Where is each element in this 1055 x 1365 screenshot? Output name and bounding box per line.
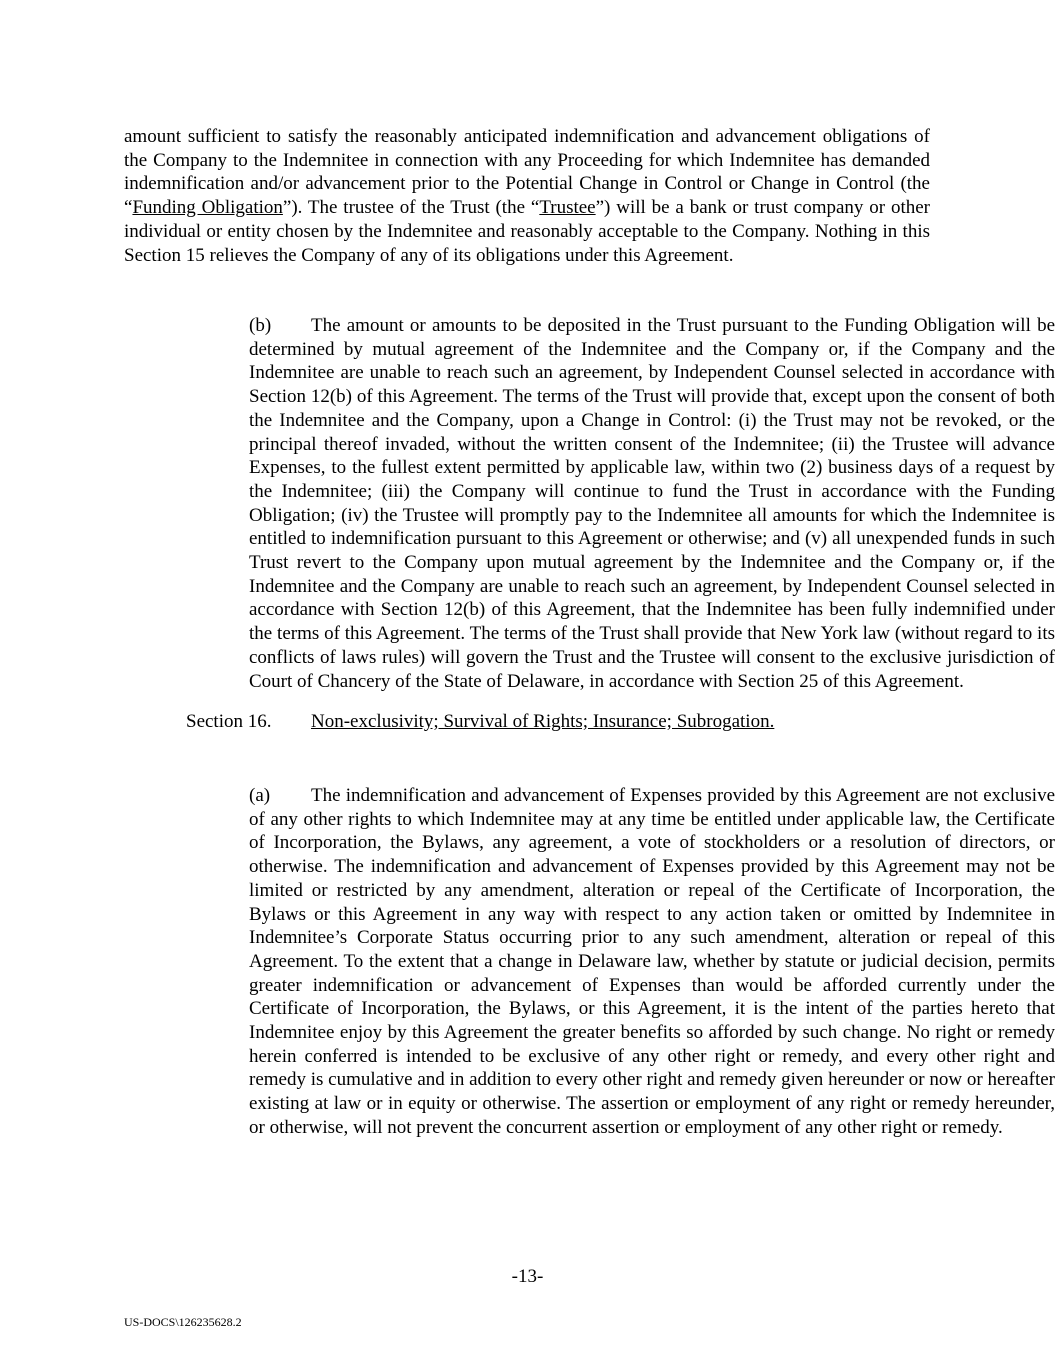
page-number: -13-	[511, 1266, 544, 1287]
paragraph-text: ”). The trustee of the Trust (the “	[282, 197, 540, 219]
paragraph-label: (b)	[249, 315, 272, 336]
paragraph-label: (a)	[249, 785, 271, 806]
paragraph-15b	[124, 314, 1055, 693]
paragraph-text: ”) will be a bank or trust company or other individual or entity chosen by the Indemnitee and reasonably acceptable to the Company. Nothing in this Section 15 relieves the Company of any of its obligations under this Agreement.	[124, 197, 930, 266]
paragraph-text: The indemnification and advancement of Expenses provided by this Agreement are not exclusive of any other rights to which Indemnitee may at any time be entitled under applicable law, the Certificate of Incorporation, the Bylaws, any agreement, a vote of stockholders or a resolution of directors, or otherwise. The indemnification and advancement of Expenses provided by this Agreement may not be limited or restricted by any amendment, alteration or repeal of the Certificate of Incorporation, the Bylaws or this Agreement in any way with respect to any action taken or omitted by Indemnitee in Indemnitee’s Corporate Status occurring prior to any such amendment, alteration or repeal of this Agreement. To the extent that a change in Delaware law, whether by statute or judicial decision, permits greater indemnification or advancement of Expenses than would be afforded currently under the Certificate of Incorporation, the Bylaws, or this Agreement, it is the intent of the parties hereto that Indemnitee enjoy by this Agreement the greater benefits so afforded by such change. No right or remedy herein conferred is intended to be exclusive of any other right or remedy, and every other right and remedy is cumulative and in addition to every other right and remedy given hereunder or now or hereafter existing at law or in equity or otherwise. The assertion or employment of any right or remedy hereunder, or otherwise, will not prevent the concurrent assertion or employment of any other right or remedy.	[249, 785, 1055, 1138]
defined-term-funding-obligation: Funding Obligation	[132, 197, 283, 219]
section-number: Section 16.	[186, 711, 272, 732]
section-16-heading	[186, 710, 774, 734]
paragraph-15a-continuation	[124, 125, 930, 267]
section-title: Non-exclusivity; Survival of Rights; Insurance; Subrogation.	[311, 711, 775, 732]
defined-term-trustee: Trustee	[539, 197, 596, 219]
paragraph-text: The amount or amounts to be deposited in the Trust pursuant to the Funding Obligation will be determined by mutual agreement of the Indemnitee and the Company or, if the Company and the Indemnitee are unable to reach such an agreement, by Independent Counsel selected in accordance with Section 12(b) of this Agreement. The terms of the Trust will provide that, except upon the consent of both the Indemnitee and the Company, upon a Change in Control: (i) the Trust may not be revoked, or the principal thereof invaded, without the written consent of the Indemnitee; (ii) the Trustee will advance Expenses, to the fullest extent permitted by applicable law, within two (2) business days of a request by the Indemnitee; (iii) the Company will continue to fund the Trust in accordance with the Funding Obligation; (iv) the Trustee will promptly pay to the Indemnitee all amounts for which the Indemnitee is entitled to indemnification pursuant to this Agreement or otherwise; and (v) all unexpended funds in such Trust revert to the Company upon mutual agreement by the Indemnitee and the Company or, if the Indemnitee and the Company are unable to reach such an agreement, by Independent Counsel selected in accordance with Section 12(b) of this Agreement, that the Indemnitee has been fully indemnified under the terms of this Agreement. The terms of the Trust shall provide that New York law (without regard to its conflicts of laws rules) will govern the Trust and the Trustee will consent to the exclusive jurisdiction of Court of Chancery of the State of Delaware, in accordance with Section 25 of this Agreement.	[249, 315, 1055, 692]
paragraph-text: amount sufficient to satisfy the reasonably anticipated indemnification and advancement obligations of the Company to the Indemnitee in connection with any Proceeding for which Indemnitee has demanded indemnification and/or advancement prior to the Potential Change in Control or Change in Control (the “	[124, 126, 930, 219]
document-id: US-DOCS\126235628.2	[124, 1315, 242, 1329]
paragraph-16a	[124, 784, 1055, 1140]
